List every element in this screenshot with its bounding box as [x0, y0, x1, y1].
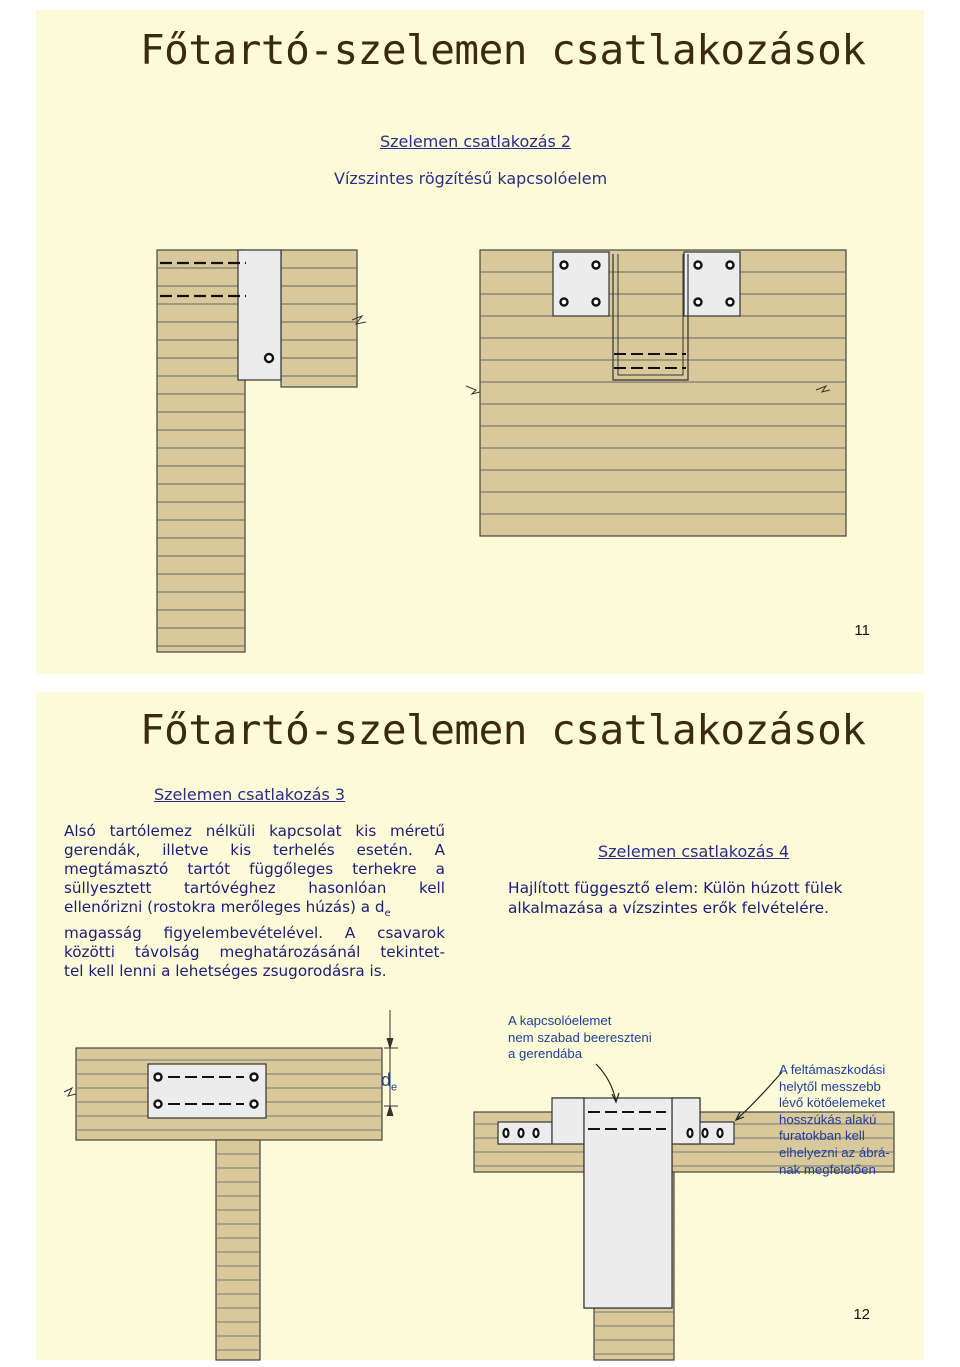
hanger-plate	[238, 250, 281, 380]
section-heading: Szelemen csatlakozás 2	[380, 132, 572, 151]
paragraph-line: közötti távolság meghatározásánál tekintet-	[64, 942, 445, 961]
paragraph-line: alkalmazása a vízszintes erők felvételére.	[508, 898, 830, 917]
page-number: 12	[853, 1306, 870, 1323]
slide-11	[36, 10, 924, 674]
section-caption: Vízszintes rögzítésű kapcsolóelem	[334, 169, 608, 188]
paragraph-line: süllyesztett tartóvéghez hasonlóan kell	[64, 879, 445, 898]
right-heading: Szelemen csatlakozás 4	[598, 842, 790, 861]
slide-title: Főtartó-szelemen csatlakozások	[140, 706, 866, 754]
paragraph-line: magasság figyelembevételével. A csavarok	[64, 923, 445, 942]
paragraph-line: gerendák, illetve kis terhelés esetén. A	[64, 841, 445, 860]
annotation-note-1: A kapcsolóelemet nem szabad beereszteni a gerendába	[508, 1013, 652, 1062]
dimension-label: $d_e$	[381, 1070, 398, 1094]
paragraph-line: tel kell lenni a lehetséges zsugorodásra is.	[64, 961, 387, 980]
paragraph-line: megtámasztó tartót függőleges terhekre a	[64, 860, 445, 879]
paragraph-line: Alsó tartólemez nélküli kapcsolat kis méretű	[64, 822, 445, 840]
connector-plate	[148, 1064, 266, 1118]
left-heading: Szelemen csatlakozás 3	[154, 785, 346, 804]
annotation-note-2: A feltámaszkodási helytől messzebb lévő kötőelemeket hosszúkás alakú furatokban kell elhelyezni az ábrá- nak megfelelően	[779, 1062, 890, 1177]
connection-drawings	[36, 692, 924, 1360]
page-number: 11	[854, 622, 870, 639]
connection-side-view-drawing	[36, 10, 924, 674]
slide-title: Főtartó-szelemen csatlakozások	[140, 26, 866, 74]
paragraph-line: ellenőrizni (rostokra merőleges húzás) a d	[64, 898, 385, 917]
paragraph-line: Hajlított függesztő elem: Külön húzott fülek	[508, 879, 843, 897]
slide-12	[36, 692, 924, 1360]
subscript: e	[384, 908, 391, 920]
